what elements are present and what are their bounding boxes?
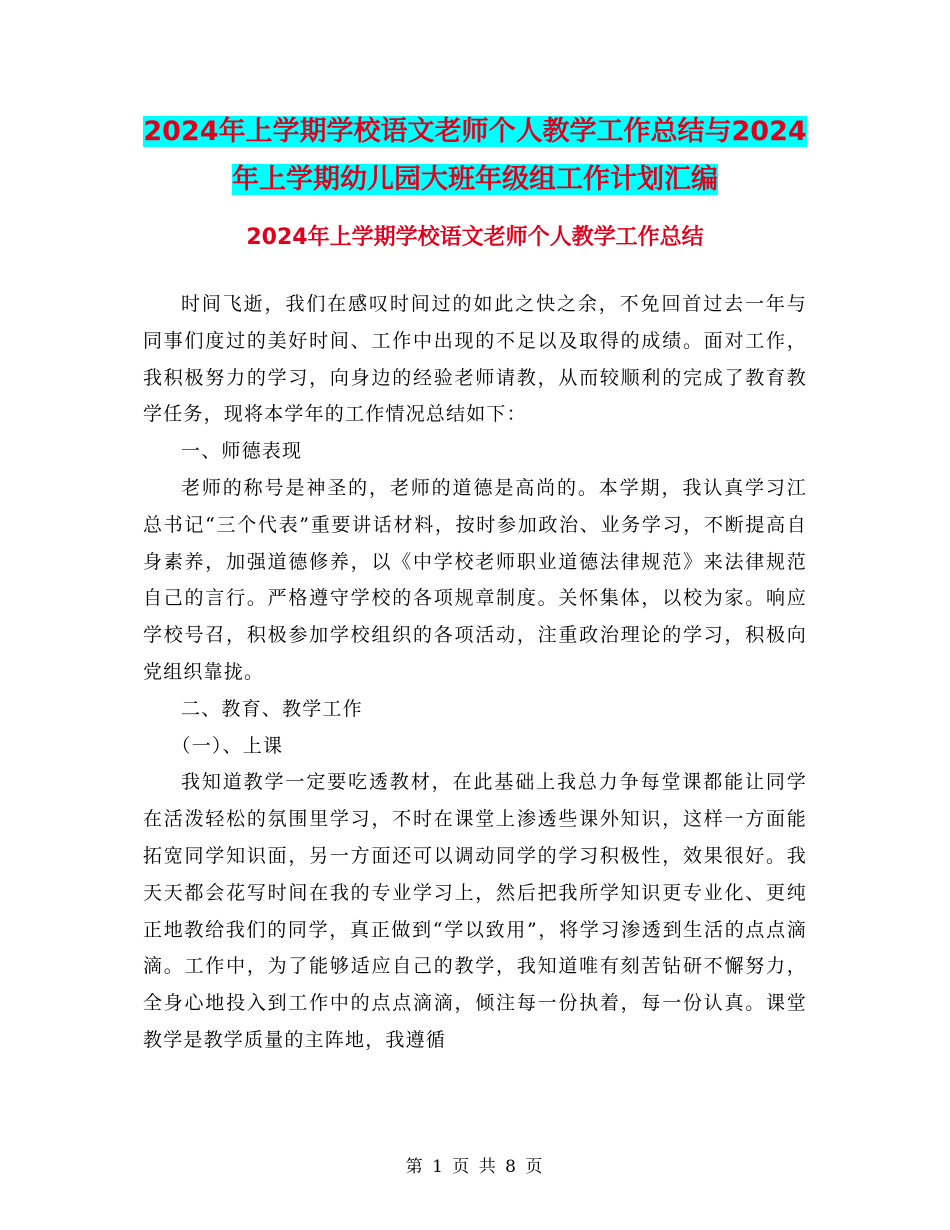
subheading-classes: （一）、上课 [171,734,284,757]
page-number-footer: 第 1 页 共 8 页 [405,1157,545,1177]
heading-teaching-work: 二、教育、教学工作 [181,697,363,720]
section-title: 2024年上学期学校语文老师个人教学工作总结 [246,225,704,250]
paragraph-intro: 时间飞逝，我们在感叹时间过的如此之快之余，不免回首过去一年与同事们度过的美好时间、工作中出现的不足以及取得的成绩。面对工作，我积极努力的学习，向身边的经验老师请教，从而较顺利的完成了教育教学任务，现将本学年的工作情况总结如下： [143,293,807,426]
heading-teacher-ethics: 一、师德表现 [181,440,303,463]
document-body [143,286,807,1059]
paragraph-teacher-ethics: 老师的称号是神圣的，老师的道德是高尚的。本学期，我认真学习江总书记“三个代表”重要讲话材料，按时参加政治、业务学习，不断提高自身素养，加强道德修养，以《中学校老师职业道德法律规范》来法律规范自己的言行。严格遵守学校的各项规章制度。关怀集体，以校为家。响应学校号召，积极参加学校组织的各项活动，注重政治理论的学习，积极向党组织靠拢。 [143,476,807,683]
paragraph-classes: 我知道教学一定要吃透教材，在此基础上我总力争每堂课都能让同学在活泼轻松的氛围里学习，不时在课堂上渗透些课外知识，这样一方面能拓宽同学知识面，另一方面还可以调动同学的学习积极性，效果很好。我天天都会花写时间在我的专业学习上，然后把我所学知识更专业化、更纯正地教给我们的同学，真正做到“学以致用”，将学习渗透到生活的点点滴滴。工作中，为了能够适应自己的教学，我知道唯有刻苦钻研不懈努力，全身心地投入到工作中的点点滴滴，倾注每一份执着，每一份认真。课堂教学是教学质量的主阵地，我遵循 [143,771,807,1051]
document-title [120,108,830,204]
title-line-2: 年上学期幼儿园大班年级组工作计划汇编 [232,164,718,195]
title-line-1: 2024年上学期学校语文老师个人教学工作总结与2024 [143,116,807,147]
